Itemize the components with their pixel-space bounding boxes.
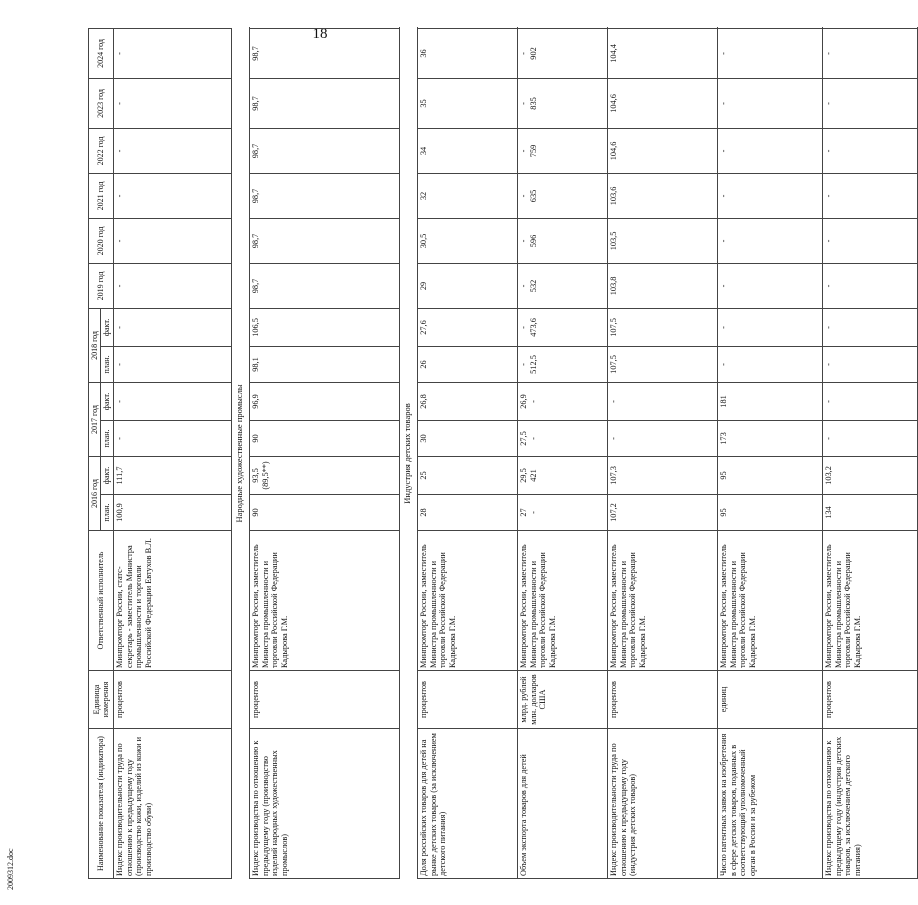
value-cell: - <box>822 128 917 173</box>
value-cell: 134 <box>822 495 917 531</box>
header-2021: 2021 год <box>89 173 114 218</box>
value-cell: - <box>822 420 917 456</box>
value-cell: 106,5 <box>249 308 399 346</box>
indicator-name-cell: Индекс производства по отношению к предыдущему году (индустрия детских товаров, за исключением детского питания) <box>822 729 917 879</box>
value-cell: - 835 <box>517 78 607 128</box>
header-2016: 2016 год <box>89 456 101 530</box>
value-cell: - <box>113 78 231 128</box>
header-2018-plan: план. <box>101 346 113 382</box>
value-cell: - <box>822 263 917 308</box>
value-cell: - 473,6 <box>517 308 607 346</box>
responsible-cell: Минпромторг России, заместитель Министра промышленности и торговли Российской Федерации Кадырова Г.М. <box>517 531 607 671</box>
value-cell: - <box>113 218 231 263</box>
value-cell: 90 <box>249 420 399 456</box>
value-cell: 111,7 <box>113 456 231 494</box>
value-cell: 95 <box>717 456 822 494</box>
document-id: 2009312.doc <box>6 848 15 890</box>
value-cell: - 635 <box>517 173 607 218</box>
section-row <box>399 28 417 878</box>
header-2022: 2022 год <box>89 128 114 173</box>
unit-cell: единиц <box>717 671 822 729</box>
value-cell: 98,7 <box>249 28 399 78</box>
value-cell: 29 <box>417 263 517 308</box>
value-cell: - <box>113 263 231 308</box>
header-2019: 2019 год <box>89 263 114 308</box>
rotated-table-container <box>88 29 863 879</box>
value-cell: 26 <box>417 346 517 382</box>
value-cell: 27,5 - <box>517 420 607 456</box>
value-cell: - 512,5 <box>517 346 607 382</box>
section-title: Народные художественные промыслы <box>231 28 249 878</box>
header-2020: 2020 год <box>89 218 114 263</box>
value-cell: 96,9 <box>249 382 399 420</box>
table-row <box>113 28 231 878</box>
value-cell: 98,7 <box>249 218 399 263</box>
value-cell: 107,5 <box>607 308 717 346</box>
unit-cell: млрд. рублей млн. долларов США <box>517 671 607 729</box>
responsible-cell: Минпромторг России, заместитель Министра промышленности и торговли Российской Федерации Кадырова Г.М. <box>822 531 917 671</box>
header-unit: Единица измерения <box>89 671 114 729</box>
value-cell: 104,6 <box>607 78 717 128</box>
value-cell: - <box>717 128 822 173</box>
indicator-name-cell: Объем экспорта товаров для детей <box>517 729 607 879</box>
unit-cell: процентов <box>113 671 231 729</box>
value-cell: 173 <box>717 420 822 456</box>
table-row <box>822 28 917 878</box>
value-cell: - <box>822 78 917 128</box>
value-cell: 98,7 <box>249 128 399 173</box>
unit-cell: процентов <box>249 671 399 729</box>
value-cell: - <box>822 308 917 346</box>
header-row-1 <box>89 28 101 878</box>
value-cell: - <box>717 308 822 346</box>
value-cell: - <box>607 382 717 420</box>
value-cell: - <box>717 28 822 78</box>
value-cell: 103,6 <box>607 173 717 218</box>
header-2016-plan: план. <box>101 495 113 531</box>
value-cell: - <box>113 128 231 173</box>
value-cell: - <box>113 420 231 456</box>
value-cell: 26,8 <box>417 382 517 420</box>
value-cell: - <box>113 382 231 420</box>
value-cell: 98,1 <box>249 346 399 382</box>
value-cell: - <box>717 173 822 218</box>
responsible-cell: Минпромторг России, заместитель Министра промышленности и торговли Российской Федерации Кадырова Г.М. <box>417 531 517 671</box>
header-2023: 2023 год <box>89 78 114 128</box>
value-cell: 107,3 <box>607 456 717 494</box>
header-name: Наименование показателя (индикатора) <box>89 729 114 879</box>
table-row <box>517 28 607 878</box>
responsible-cell: Минпромторг России, заместитель Министра промышленности и торговли Российской Федерации Кадырова Г.М. <box>607 531 717 671</box>
value-cell: - <box>717 78 822 128</box>
value-cell: 181 <box>717 382 822 420</box>
value-cell: - <box>717 346 822 382</box>
header-2017: 2017 год <box>89 382 101 456</box>
section-row <box>231 28 249 878</box>
table-row <box>417 28 517 878</box>
value-cell: - <box>717 218 822 263</box>
value-cell: - <box>113 308 231 346</box>
table-row <box>249 28 399 878</box>
table-row <box>717 28 822 878</box>
value-cell: 30,5 <box>417 218 517 263</box>
value-cell: 34 <box>417 128 517 173</box>
value-cell: 93,5 (89,5**) <box>249 456 399 494</box>
value-cell: 103,2 <box>822 456 917 494</box>
value-cell: 28 <box>417 495 517 531</box>
table-row <box>607 28 717 878</box>
header-2017-plan: план. <box>101 420 113 456</box>
value-cell: 29,5 421 <box>517 456 607 494</box>
value-cell: - 902 <box>517 28 607 78</box>
value-cell: 27,6 <box>417 308 517 346</box>
value-cell: - <box>113 28 231 78</box>
indicator-name-cell: Доля российских товаров для детей на рынке детских товаров (за исключением детского питания) <box>417 729 517 879</box>
value-cell: - <box>717 263 822 308</box>
indicator-name-cell: Индекс производительности труда по отношению к предыдущему году (индустрия детских товаров) <box>607 729 717 879</box>
header-2016-fact: факт. <box>101 456 113 494</box>
value-cell: - <box>607 420 717 456</box>
value-cell: 98,7 <box>249 263 399 308</box>
responsible-cell: Минпромторг России, заместитель Министра промышленности и торговли Российской Федерации Кадырова Г.М. <box>249 531 399 671</box>
header-2018: 2018 год <box>89 308 101 382</box>
value-cell: 98,7 <box>249 173 399 218</box>
value-cell: - <box>822 382 917 420</box>
value-cell: - <box>113 173 231 218</box>
unit-cell: процентов <box>417 671 517 729</box>
value-cell: - <box>113 346 231 382</box>
value-cell: - <box>822 28 917 78</box>
value-cell: 30 <box>417 420 517 456</box>
unit-cell: процентов <box>822 671 917 729</box>
header-2018-fact: факт. <box>101 308 113 346</box>
value-cell: 103,8 <box>607 263 717 308</box>
indicator-name-cell: Число патентных заявок на изобретения в сфере детских товаров, поданных в соответствующий уполномоченный орган в России и за рубежом <box>717 729 822 879</box>
header-responsible: Ответственный исполнитель <box>89 531 114 671</box>
value-cell: 90 <box>249 495 399 531</box>
indicator-name-cell: Индекс производительности труда по отношению к предыдущему году (производство кожи, изделий из кожи и производство обуви) <box>113 729 231 879</box>
value-cell: 98,7 <box>249 78 399 128</box>
value-cell: 103,5 <box>607 218 717 263</box>
indicator-name-cell: Индекс производства по отношению к предыдущему году (производство изделий народных художественных промыслов) <box>249 729 399 879</box>
value-cell: 36 <box>417 28 517 78</box>
responsible-cell: Минпромторг России, заместитель Министра промышленности и торговли Российской Федерации Кадырова Г.М. <box>717 531 822 671</box>
value-cell: - <box>822 173 917 218</box>
page-number: 18 <box>312 26 328 42</box>
unit-cell: процентов <box>607 671 717 729</box>
table-body <box>113 28 917 878</box>
value-cell: 104,6 <box>607 128 717 173</box>
header-2017-fact: факт. <box>101 382 113 420</box>
value-cell: 32 <box>417 173 517 218</box>
value-cell: 27 - <box>517 495 607 531</box>
value-cell: 100,9 <box>113 495 231 531</box>
value-cell: - 596 <box>517 218 607 263</box>
value-cell: 25 <box>417 456 517 494</box>
responsible-cell: Минпромторг России, статс-секретарь - заместитель Министра промышленности и торговли Российской Федерации Евтухов В.Л. <box>113 531 231 671</box>
indicators-table <box>88 28 918 879</box>
value-cell: 107,2 <box>607 495 717 531</box>
value-cell: 104,4 <box>607 28 717 78</box>
header-2024: 2024 год <box>89 28 114 78</box>
value-cell: 35 <box>417 78 517 128</box>
value-cell: - <box>822 218 917 263</box>
value-cell: 95 <box>717 495 822 531</box>
value-cell: - <box>822 346 917 382</box>
section-title: Индустрия детских товаров <box>399 28 417 878</box>
value-cell: 107,5 <box>607 346 717 382</box>
value-cell: - 759 <box>517 128 607 173</box>
value-cell: 26,9 - <box>517 382 607 420</box>
value-cell: - 532 <box>517 263 607 308</box>
